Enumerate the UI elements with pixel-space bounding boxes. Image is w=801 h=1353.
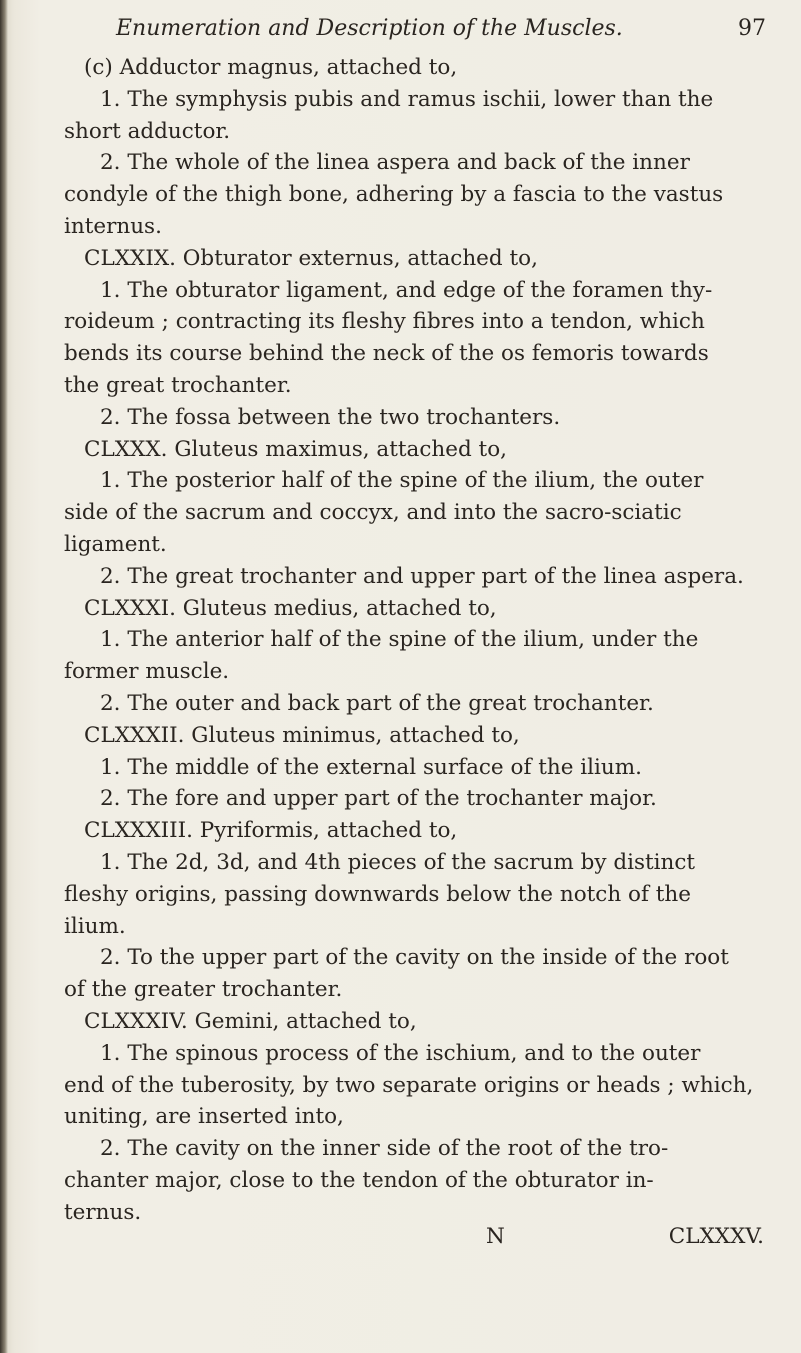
text-line: 1. The 2d, 3d, and 4th pieces of the sacrum by distinct	[100, 849, 696, 875]
text-line: 2. The outer and back part of the great trochanter.	[100, 690, 654, 716]
text-line: CLXXXI. Gluteus medius, attached to,	[84, 595, 497, 621]
catchword: CLXXXV.	[668, 1224, 764, 1249]
text-line: chanter major, close to the tendon of the obturator in-	[64, 1167, 654, 1193]
text-line: ilium.	[64, 913, 126, 939]
page-number: 97	[738, 16, 766, 41]
text-line: ligament.	[64, 531, 167, 557]
text-line: CLXXIX. Obturator externus, attached to,	[84, 245, 538, 271]
text-line: uniting, are inserted into,	[64, 1104, 344, 1130]
text-line: 2. To the upper part of the cavity on the inside of the root	[100, 945, 729, 971]
text-line: 1. The spinous process of the ischium, and to the outer	[100, 1040, 701, 1066]
text-line: CLXXXIV. Gemini, attached to,	[84, 1008, 417, 1034]
text-line: 1. The symphysis pubis and ramus ischii, lower than the	[100, 86, 714, 112]
text-line: 1. The posterior half of the spine of the ilium, the outer	[100, 468, 704, 494]
text-line: CLXXXII. Gluteus minimus, attached to,	[84, 722, 520, 748]
text-line: 2. The fore and upper part of the trochanter major.	[100, 786, 657, 812]
text-line: ternus.	[64, 1199, 142, 1225]
text-line: condyle of the thigh bone, adhering by a fascia to the vastus	[64, 182, 724, 208]
text-line: bends its course behind the neck of the os femoris towards	[64, 341, 709, 367]
text-line: CLXXXIII. Pyriformis, attached to,	[84, 818, 458, 844]
text-line: fleshy origins, passing downwards below the notch of the	[64, 881, 691, 907]
text-line: CLXXX. Gluteus maximus, attached to,	[84, 436, 507, 462]
text-line: internus.	[64, 213, 162, 239]
text-line: 2. The great trochanter and upper part of the linea aspera.	[100, 563, 744, 589]
text-line: the great trochanter.	[64, 372, 292, 398]
text-line: (c) Adductor magnus, attached to,	[84, 55, 458, 80]
text-line: 2. The whole of the linea aspera and back of the inner	[100, 150, 690, 176]
running-header	[116, 16, 766, 46]
text-line: 1. The obturator ligament, and edge of the foramen thy-	[100, 277, 713, 303]
signature-mark: N	[486, 1224, 505, 1249]
text-line: former muscle.	[64, 659, 230, 685]
body-text	[64, 52, 764, 1228]
text-line: 1. The middle of the external surface of the ilium.	[100, 754, 642, 780]
text-line: side of the sacrum and coccyx, and into the sacro-sciatic	[64, 500, 682, 526]
running-title: Enumeration and Description of the Muscles.	[116, 16, 623, 41]
text-line: 1. The anterior half of the spine of the ilium, under the	[100, 627, 699, 653]
text-line: 2. The fossa between the two trochanters.	[100, 404, 561, 430]
text-line: short adductor.	[64, 118, 231, 144]
text-line: roideum ; contracting its fleshy fibres into a tendon, which	[64, 309, 705, 335]
text-line: end of the tuberosity, by two separate origins or heads ; which,	[64, 1072, 754, 1098]
text-line: 2. The cavity on the inner side of the root of the tro-	[100, 1136, 669, 1162]
page-spine-shadow	[0, 0, 8, 1353]
text-line: of the greater trochanter.	[64, 977, 343, 1003]
page-footer	[64, 1224, 764, 1256]
